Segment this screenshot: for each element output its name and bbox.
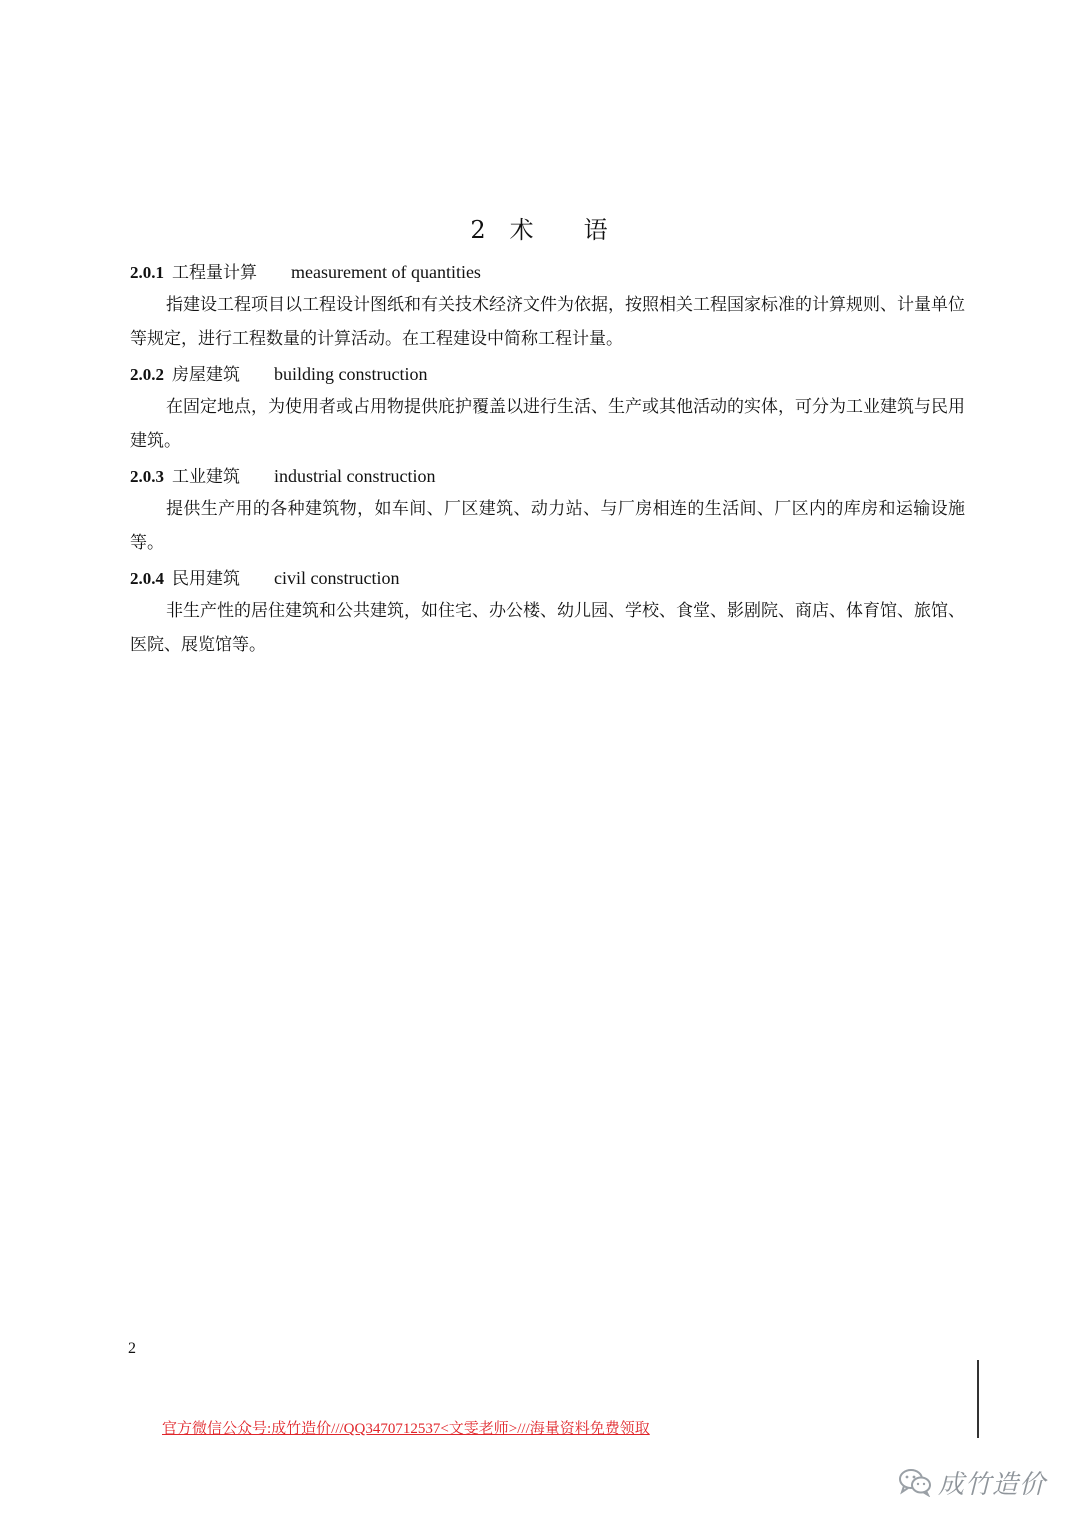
margin-rule [977, 1360, 979, 1438]
term-number: 2.0.1 [130, 263, 164, 282]
term-definition: 在固定地点，为使用者或占用物提供庇护覆盖以进行生活、生产或其他活动的实体，可分为工业建筑与民用建筑。 [130, 397, 965, 451]
chapter-title-char-1: 术 [509, 216, 536, 244]
brand-name: 成竹造价 [938, 1469, 1047, 1500]
brand-watermark [898, 1462, 1046, 1502]
term-number: 2.0.2 [130, 365, 164, 384]
term-heading [130, 256, 965, 288]
term-chinese: 民用建筑 [172, 569, 240, 589]
term-english: industrial construction [274, 466, 436, 486]
term-english: building construction [274, 364, 428, 384]
chapter-title-char-2: 语 [583, 216, 610, 244]
term-number: 2.0.3 [130, 467, 164, 486]
term-chinese: 房屋建筑 [172, 365, 240, 385]
term-entry [130, 256, 965, 356]
term-heading [130, 562, 965, 594]
term-definition: 非生产性的居住建筑和公共建筑，如住宅、办公楼、幼儿园、学校、食堂、影剧院、商店、体育馆、旅馆、医院、展览馆等。 [130, 601, 965, 655]
term-definition: 指建设工程项目以工程设计图纸和有关技术经济文件为依据，按照相关工程国家标准的计算规则、计量单位等规定，进行工程数量的计算活动。在工程建设中简称工程计量。 [130, 295, 965, 349]
term-heading [130, 358, 965, 390]
term-chinese: 工业建筑 [172, 467, 240, 487]
chapter-number: 2 [470, 216, 488, 244]
term-english: civil construction [274, 568, 400, 588]
term-number: 2.0.4 [130, 569, 164, 588]
term-chinese: 工程量计算 [172, 263, 257, 283]
term-entry [130, 562, 965, 662]
term-english: measurement of quantities [291, 262, 481, 282]
chapter-title [0, 210, 1080, 245]
term-definition: 提供生产用的各种建筑物，如车间、厂区建筑、动力站、与厂房相连的生活间、厂区内的库房和运输设施等。 [130, 499, 965, 553]
term-heading [130, 460, 965, 492]
page-number: 2 [128, 1340, 136, 1357]
footer-promo-link[interactable]: 官方微信公众号:成竹造价///QQ3470712537<文雯老师>///海量资料免费领取 [162, 1421, 650, 1437]
wechat-icon [898, 1467, 932, 1497]
term-entry [130, 460, 965, 560]
term-entry [130, 358, 965, 458]
